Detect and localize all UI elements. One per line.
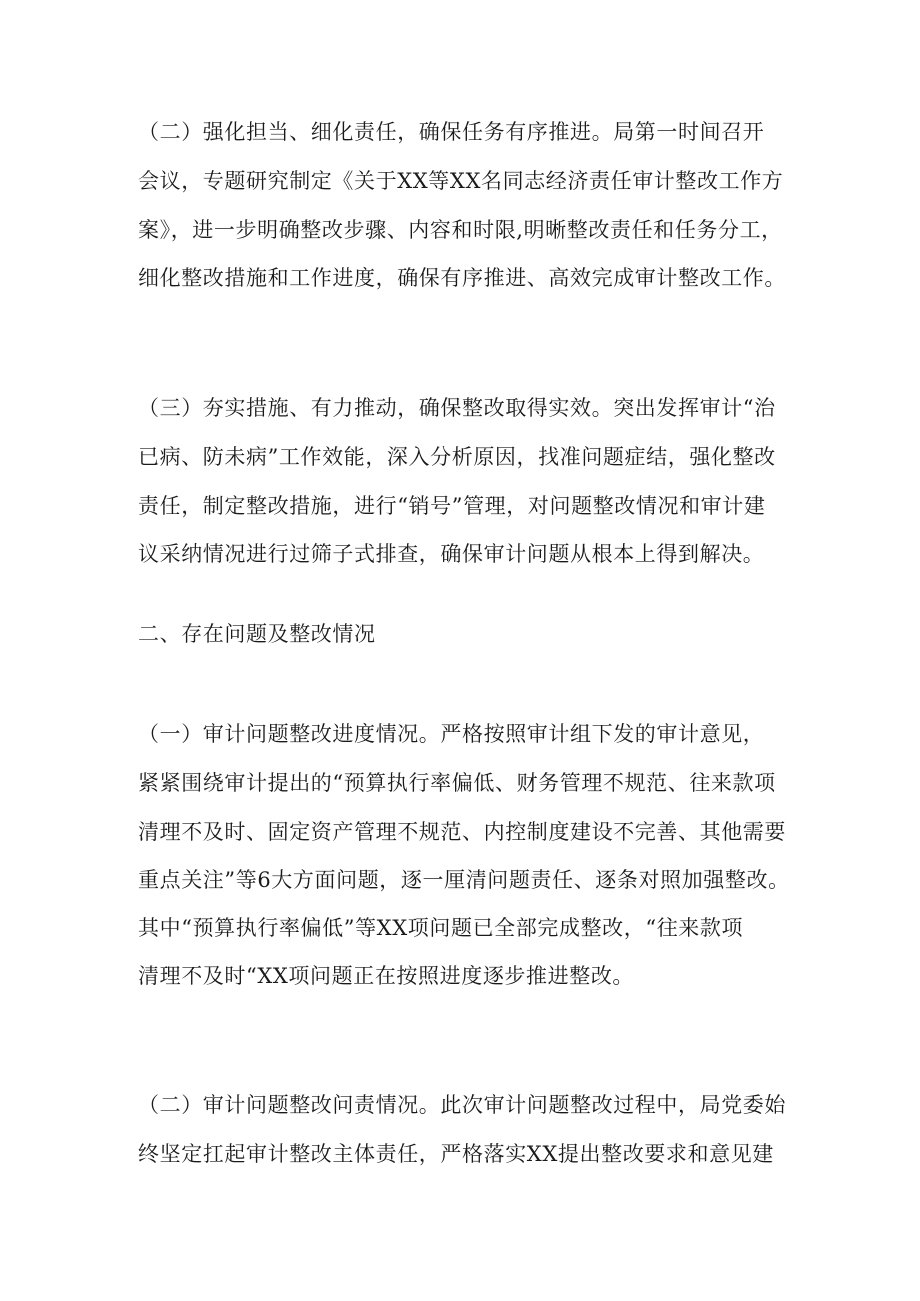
paragraph-line: （三）夯实措施、有力推动，确保整改取得实效。突出发挥审计“治 — [138, 396, 776, 420]
paragraph-line: 紧紧围绕审计提出的“预算执行率偏低、财务管理不规范、往来款项 — [138, 771, 776, 795]
paragraph-line: 案》，进一步明确整改步骤、内容和时限,明晰整改责任和任务分工， — [138, 218, 783, 242]
paragraph-line: 重点关注”等6大方面问题，逐一厘清问题责任、逐条对照加强整改。 — [138, 868, 790, 892]
paragraph-line: 其中“预算执行率偏低”等XX项问题已全部完成整改，“往来款项 — [138, 916, 744, 940]
paragraph-line: 责任，制定整改措施，进行“销号”管理，对问题整改情况和审计建 — [138, 494, 766, 518]
paragraph-line: （二）审计问题整改问责情况。此次审计问题整改过程中，局党委始 — [138, 1093, 786, 1117]
paragraph-line: 清理不及时“XX项问题正在按照进度逐步推进整改。 — [138, 964, 635, 988]
paragraph-line: （二）强化担当、细化责任，确保任务有序推进。局第一时间召开 — [138, 120, 765, 144]
paragraph-line: 终坚定扛起审计整改主体责任，严格落实XX提出整改要求和意见建 — [138, 1142, 774, 1166]
paragraph-line: 议采纳情况进行过筛子式排查，确保审计问题从根本上得到解决。 — [138, 542, 765, 566]
paragraph-line: 已病、防未病”工作效能，深入分析原因，找准问题症结，强化整改 — [138, 445, 776, 469]
paragraph-line: 细化整改措施和工作进度，确保有序推进、高效完成审计整改工作。 — [138, 266, 786, 290]
paragraph-line: 清理不及时、固定资产管理不规范、内控制度建设不完善、其他需要 — [138, 820, 786, 844]
paragraph-line: 会议，专题研究制定《关于XX等XX名同志经济责任审计整改工作方 — [138, 169, 784, 193]
paragraph-line: （一）审计问题整改进度情况。严格按照审计组下发的审计意见， — [138, 722, 765, 746]
section-heading: 二、存在问题及整改情况 — [138, 622, 376, 646]
